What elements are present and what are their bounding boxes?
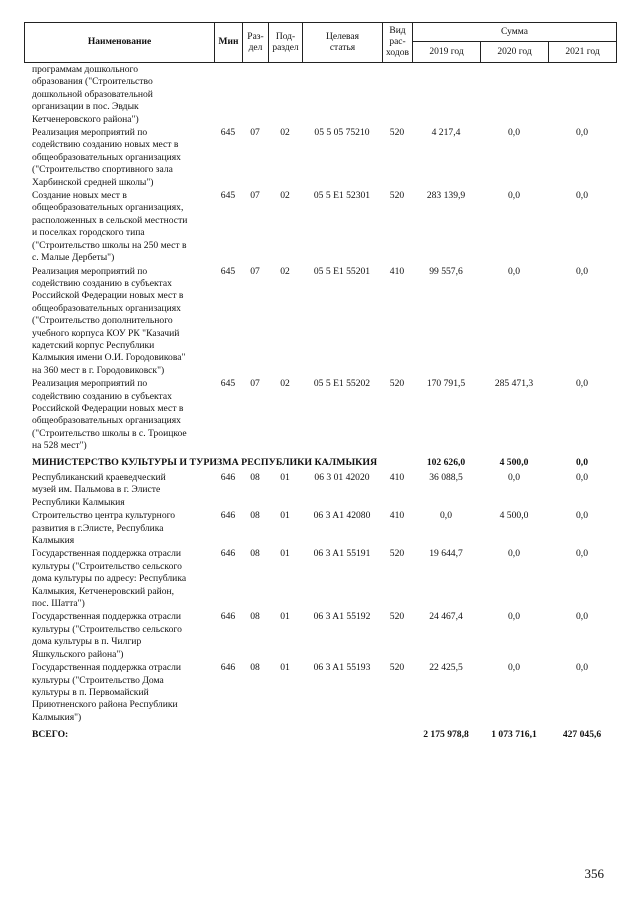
cell-vid: 520 bbox=[389, 127, 405, 139]
cell-2020: 0,0 bbox=[508, 265, 520, 277]
cell-razdel: 07 bbox=[250, 190, 260, 202]
table-header bbox=[24, 22, 617, 63]
cell-target: 05 5 E1 55201 bbox=[313, 265, 371, 277]
header-2020: 2020 год bbox=[481, 42, 549, 63]
cell-min: 646 bbox=[220, 662, 236, 674]
cell-target: 06 3 A1 55193 bbox=[313, 662, 371, 674]
header-name: Наименование bbox=[25, 23, 215, 63]
cell-min: 646 bbox=[220, 548, 236, 560]
table-row bbox=[24, 472, 616, 510]
header-target: Целевая статья bbox=[303, 23, 383, 63]
cell-razdel: 07 bbox=[250, 127, 260, 139]
cell-podrazdel: 01 bbox=[280, 510, 290, 522]
cell-vid: 520 bbox=[389, 548, 405, 560]
ministry-row bbox=[24, 454, 616, 472]
table-row bbox=[24, 266, 616, 379]
cell-vid: 410 bbox=[389, 265, 405, 277]
cell-2019: 24 467,4 bbox=[429, 611, 463, 623]
header-min: Мин bbox=[215, 23, 243, 63]
cell-target: 06 3 A1 55191 bbox=[313, 548, 371, 560]
cell-name: Реализация мероприятий по содействию созданию в субъектах Российской Федерации новых мест в общеобразовательных организациях ("Строительство дополнительного учебного корпуса КОУ РК "Казачий кадетский корпус Республики Калмыкия имени О.И. Городовикова" на 360 мест в г. Городовиковск") bbox=[32, 265, 186, 376]
cell-min: 646 bbox=[220, 510, 236, 522]
cell-2019: 99 557,6 bbox=[429, 265, 463, 277]
cell-vid: 410 bbox=[389, 510, 405, 522]
cell-name: Создание новых мест в общеобразовательных организациях, расположенных в сельской местности и поселках городского типа ("Строительство школы на 250 мест в с. Малые Дербеты") bbox=[32, 190, 188, 264]
cell-target: 06 3 01 42020 bbox=[314, 472, 370, 483]
cell-name: Реализация мероприятий по содействию созданию новых мест в общеобразовательных организациях ("Строительство спортивного зала Харбинской средней школы") bbox=[32, 127, 181, 188]
cell-podrazdel: 02 bbox=[280, 265, 290, 277]
cell-razdel: 07 bbox=[250, 265, 260, 277]
cell-target: 06 3 A1 55192 bbox=[313, 611, 371, 623]
cell-vid: 520 bbox=[389, 611, 405, 623]
cell-2021 bbox=[548, 64, 616, 127]
header-2019: 2019 год bbox=[413, 42, 481, 63]
cell-podrazdel: 02 bbox=[280, 378, 290, 390]
cell-podrazdel bbox=[268, 64, 302, 127]
cell-razdel: 08 bbox=[250, 510, 260, 522]
cell-2019: 2 175 978,8 bbox=[423, 729, 469, 741]
cell-min: 645 bbox=[220, 190, 236, 202]
cell-vid bbox=[382, 64, 412, 127]
cell-min bbox=[214, 64, 242, 127]
cell-2021: 0,0 bbox=[576, 472, 588, 483]
table-body bbox=[24, 64, 616, 742]
cell-2021: 427 045,6 bbox=[562, 729, 602, 741]
cell-name: Реализация мероприятий по содействию созданию в субъектах Российской Федерации новых мест в общеобразовательных организациях ("Строительство школы в с. Троицкое на 528 мест") bbox=[32, 378, 187, 452]
cell-vid: 520 bbox=[389, 662, 405, 674]
cell-name: Республиканский краеведческий музей им. Пальмова в г. Элисте Республики Калмыкия bbox=[32, 472, 166, 508]
table-row bbox=[24, 611, 616, 662]
cell-target: 05 5 05 75210 bbox=[314, 127, 370, 139]
cell-2021: 0,0 bbox=[576, 265, 588, 277]
cell-2021: 0,0 bbox=[576, 127, 588, 139]
cell-2021: 0,0 bbox=[576, 456, 588, 468]
cell-2019: 170 791,5 bbox=[426, 378, 466, 390]
header-sum: Сумма bbox=[413, 23, 617, 42]
budget-table bbox=[24, 64, 616, 742]
table-row bbox=[24, 548, 616, 611]
cell-razdel: 08 bbox=[250, 611, 260, 623]
cell-2019: 36 088,5 bbox=[429, 472, 463, 483]
cell-min: 645 bbox=[220, 378, 236, 390]
cell-2020: 0,0 bbox=[508, 190, 520, 202]
cell-2020: 0,0 bbox=[508, 127, 520, 139]
cell-2020: 1 073 716,1 bbox=[491, 729, 537, 741]
cell-2021: 0,0 bbox=[576, 190, 588, 202]
total-label: ВСЕГО: bbox=[32, 729, 69, 741]
cell-vid: 520 bbox=[389, 190, 405, 202]
cell-razdel: 08 bbox=[250, 472, 260, 483]
cell-2020: 0,0 bbox=[508, 472, 520, 483]
cell-2019: 19 644,7 bbox=[429, 548, 463, 560]
table-row bbox=[24, 190, 616, 265]
cell-2019: 283 139,9 bbox=[426, 190, 466, 202]
cell-2019 bbox=[412, 64, 480, 127]
cell-min: 645 bbox=[220, 127, 236, 139]
cell-2020: 4 500,0 bbox=[499, 456, 529, 468]
table-row bbox=[24, 662, 616, 725]
cell-min: 645 bbox=[220, 265, 236, 277]
cell-2021: 0,0 bbox=[576, 510, 588, 522]
cell-2019: 22 425,5 bbox=[429, 662, 463, 674]
cell-vid: 410 bbox=[389, 472, 405, 483]
cell-2020: 0,0 bbox=[508, 662, 520, 674]
page-number: 356 bbox=[584, 866, 604, 881]
header-podrazdel: Под- раздел bbox=[269, 23, 303, 63]
cell-podrazdel: 01 bbox=[280, 662, 290, 674]
header-vid: Вид рас- ходов bbox=[383, 23, 413, 63]
cell-razdel: 08 bbox=[250, 548, 260, 560]
cell-2019: 4 217,4 bbox=[431, 127, 461, 139]
cell-2021: 0,0 bbox=[576, 548, 588, 560]
cell-podrazdel: 01 bbox=[280, 472, 290, 483]
header-razdel: Раз- дел bbox=[243, 23, 269, 63]
ministry-name: МИНИСТЕРСТВО КУЛЬТУРЫ И ТУРИЗМА РЕСПУБЛИКИ КАЛМЫКИЯ bbox=[32, 456, 378, 468]
table-row bbox=[24, 378, 616, 453]
cell-name: Государственная поддержка отрасли культуры ("Строительство сельского дома культуры по адресу: Республика Калмыкия, Кетченеровский район, пос. Шатта") bbox=[32, 548, 187, 610]
cell-2020: 0,0 bbox=[508, 548, 520, 560]
cell-2019: 102 626,0 bbox=[426, 456, 466, 468]
cell-razdel bbox=[242, 64, 268, 127]
cell-name: Строительство центра культурного развития в г.Элисте, Республика Калмыкия bbox=[32, 510, 176, 547]
total-row bbox=[24, 725, 616, 741]
cell-2020: 4 500,0 bbox=[499, 510, 529, 522]
cell-razdel: 08 bbox=[250, 662, 260, 674]
cell-razdel: 07 bbox=[250, 378, 260, 390]
cell-2021: 0,0 bbox=[576, 662, 588, 674]
cell-2020: 0,0 bbox=[508, 611, 520, 623]
cell-min: 646 bbox=[220, 472, 236, 483]
cell-name: программам дошкольного образования ("Строительство дошкольной образовательной организации в пос. Эвдык Кетченеровского района") bbox=[32, 64, 153, 125]
table-row bbox=[24, 127, 616, 190]
cell-podrazdel: 01 bbox=[280, 611, 290, 623]
cell-2021: 0,0 bbox=[576, 378, 588, 390]
cell-2020: 285 471,3 bbox=[494, 378, 534, 390]
cell-name: Государственная поддержка отрасли культуры ("Строительство Дома культуры в п. Первомайский Приютненского района Республики Калмыкия") bbox=[32, 662, 182, 723]
cell-2019: 0,0 bbox=[440, 510, 452, 522]
cell-target: 05 5 E1 52301 bbox=[313, 190, 371, 202]
cell-2020 bbox=[480, 64, 548, 127]
cell-target bbox=[302, 64, 382, 127]
cell-target: 06 3 A1 42080 bbox=[313, 510, 371, 522]
cell-min: 646 bbox=[220, 611, 236, 623]
table-row bbox=[24, 510, 616, 548]
cell-podrazdel: 02 bbox=[280, 127, 290, 139]
header-2021: 2021 год bbox=[549, 42, 617, 63]
cell-name: Государственная поддержка отрасли культуры ("Строительство сельского дома культуры в п. Чилгир Яшкульского района") bbox=[32, 611, 182, 660]
cell-vid: 520 bbox=[389, 378, 405, 390]
cell-podrazdel: 02 bbox=[280, 190, 290, 202]
cell-podrazdel: 01 bbox=[280, 548, 290, 560]
cell-2021: 0,0 bbox=[576, 611, 588, 623]
table-row bbox=[24, 64, 616, 127]
cell-target: 05 5 E1 55202 bbox=[313, 378, 371, 390]
